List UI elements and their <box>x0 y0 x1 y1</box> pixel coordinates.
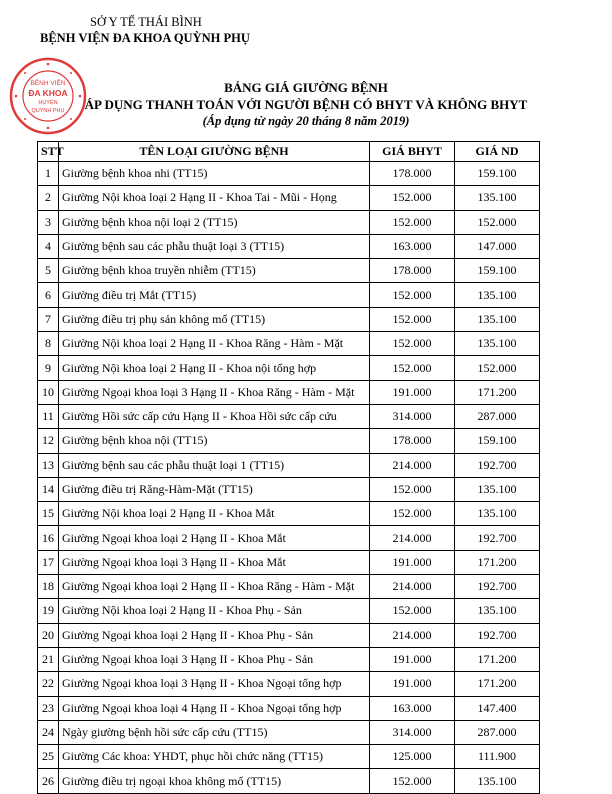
table-row <box>38 307 540 331</box>
row-price-nd: 147.400 <box>455 696 540 720</box>
row-price-bhyt: 191.000 <box>370 380 455 404</box>
table-row <box>38 453 540 477</box>
row-price-bhyt: 214.000 <box>370 453 455 477</box>
row-price-nd: 135.100 <box>455 307 540 331</box>
row-stt: 2 <box>38 186 59 210</box>
row-stt: 12 <box>38 429 59 453</box>
table-row <box>38 623 540 647</box>
row-price-nd: 135.100 <box>455 477 540 501</box>
row-bed-type: Giường điều trị Mắt (TT15) <box>59 283 370 307</box>
row-price-nd: 159.100 <box>455 259 540 283</box>
row-bed-type: Giường bệnh khoa truyền nhiễm (TT15) <box>59 259 370 283</box>
table-row <box>38 720 540 744</box>
row-bed-type: Giường Nội khoa loại 2 Hạng II - Khoa Răng - Hàm - Mặt <box>59 332 370 356</box>
row-price-bhyt: 152.000 <box>370 599 455 623</box>
table-row <box>38 575 540 599</box>
row-bed-type: Giường Ngoại khoa loại 3 Hạng II - Khoa Mắt <box>59 550 370 574</box>
row-price-nd: 152.000 <box>455 356 540 380</box>
row-price-bhyt: 178.000 <box>370 429 455 453</box>
table-row <box>38 210 540 234</box>
row-price-nd: 159.100 <box>455 162 540 186</box>
col-price-bhyt: GIÁ BHYT <box>370 142 455 162</box>
row-price-bhyt: 191.000 <box>370 550 455 574</box>
col-stt: STT <box>38 142 59 162</box>
row-price-bhyt: 125.000 <box>370 745 455 769</box>
row-price-bhyt: 214.000 <box>370 623 455 647</box>
row-stt: 10 <box>38 380 59 404</box>
row-price-bhyt: 152.000 <box>370 769 455 793</box>
seal-line-3: HUYỆN <box>38 100 58 106</box>
row-price-bhyt: 152.000 <box>370 332 455 356</box>
row-stt: 3 <box>38 210 59 234</box>
row-bed-type: Giường Ngoại khoa loại 2 Hạng II - Khoa Răng - Hàm - Mặt <box>59 575 370 599</box>
title-line-1: BẢNG GIÁ GIƯỜNG BỆNH <box>224 80 388 95</box>
row-bed-type: Giường điều trị ngoại khoa không mổ (TT15) <box>59 769 370 793</box>
row-bed-type: Giường bệnh khoa nội loại 2 (TT15) <box>59 210 370 234</box>
row-bed-type: Giường Nội khoa loại 2 Hạng II - Khoa Mắt <box>59 502 370 526</box>
col-price-nd: GIÁ ND <box>455 142 540 162</box>
row-price-bhyt: 214.000 <box>370 575 455 599</box>
col-bed-type: TÊN LOẠI GIƯỜNG BỆNH <box>59 142 370 162</box>
table-row <box>38 647 540 671</box>
table-row <box>38 259 540 283</box>
row-price-bhyt: 178.000 <box>370 259 455 283</box>
row-stt: 26 <box>38 769 59 793</box>
row-price-nd: 171.200 <box>455 550 540 574</box>
row-bed-type: Giường Ngoại khoa loại 3 Hạng II - Khoa Ngoại tổng hợp <box>59 672 370 696</box>
table-row <box>38 672 540 696</box>
row-price-nd: 147.000 <box>455 234 540 258</box>
table-row <box>38 502 540 526</box>
table-row <box>38 186 540 210</box>
row-bed-type: Giường bệnh khoa nội (TT15) <box>59 429 370 453</box>
row-bed-type: Giường Các khoa: YHDT, phục hồi chức năng (TT15) <box>59 745 370 769</box>
organization-header <box>40 14 250 46</box>
row-bed-type: Giường điều trị Răng-Hàm-Mặt (TT15) <box>59 477 370 501</box>
row-price-bhyt: 163.000 <box>370 696 455 720</box>
row-price-nd: 171.200 <box>455 647 540 671</box>
row-bed-type: Giường Ngoại khoa loại 3 Hạng II - Khoa Răng - Hàm - Mặt <box>59 380 370 404</box>
row-bed-type: Giường Ngoại khoa loại 2 Hạng II - Khoa Mắt <box>59 526 370 550</box>
row-bed-type: Giường Ngoại khoa loại 3 Hạng II - Khoa Phụ - Sản <box>59 647 370 671</box>
row-stt: 5 <box>38 259 59 283</box>
row-price-bhyt: 191.000 <box>370 672 455 696</box>
row-bed-type: Giường Nội khoa loại 2 Hạng II - Khoa Phụ - Sản <box>59 599 370 623</box>
row-price-nd: 171.200 <box>455 380 540 404</box>
row-price-bhyt: 152.000 <box>370 502 455 526</box>
row-price-nd: 111.900 <box>455 745 540 769</box>
row-stt: 1 <box>38 162 59 186</box>
table-row <box>38 599 540 623</box>
row-price-bhyt: 152.000 <box>370 186 455 210</box>
table-row <box>38 550 540 574</box>
document-title-block <box>0 79 612 130</box>
row-stt: 20 <box>38 623 59 647</box>
row-price-nd: 192.700 <box>455 453 540 477</box>
row-stt: 6 <box>38 283 59 307</box>
title-line-2: ÁP DỤNG THANH TOÁN VỚI NGƯỜI BỆNH CÓ BHYT VÀ KHÔNG BHYT <box>84 97 528 112</box>
row-stt: 11 <box>38 404 59 428</box>
row-stt: 22 <box>38 672 59 696</box>
table-row <box>38 745 540 769</box>
row-price-bhyt: 152.000 <box>370 307 455 331</box>
row-stt: 15 <box>38 502 59 526</box>
row-stt: 25 <box>38 745 59 769</box>
row-price-bhyt: 152.000 <box>370 283 455 307</box>
row-bed-type: Giường bệnh sau các phẫu thuật loại 3 (TT15) <box>59 234 370 258</box>
table-row <box>38 234 540 258</box>
row-price-bhyt: 314.000 <box>370 720 455 744</box>
row-price-nd: 287.000 <box>455 720 540 744</box>
row-price-bhyt: 152.000 <box>370 356 455 380</box>
table-row <box>38 380 540 404</box>
row-bed-type: Ngày giường bệnh hồi sức cấp cứu (TT15) <box>59 720 370 744</box>
table-row <box>38 283 540 307</box>
row-price-nd: 135.100 <box>455 283 540 307</box>
row-bed-type: Giường Nội khoa loại 2 Hạng II - Khoa Tai - Mũi - Họng <box>59 186 370 210</box>
row-price-nd: 192.700 <box>455 623 540 647</box>
row-stt: 7 <box>38 307 59 331</box>
table-row <box>38 696 540 720</box>
table-header-row <box>38 142 540 162</box>
table-row <box>38 162 540 186</box>
row-stt: 24 <box>38 720 59 744</box>
table-row <box>38 526 540 550</box>
row-bed-type: Giường bệnh khoa nhi (TT15) <box>59 162 370 186</box>
table-row <box>38 769 540 793</box>
row-price-bhyt: 163.000 <box>370 234 455 258</box>
seal-line-1: BỆNH VIỆN <box>30 80 66 87</box>
row-price-nd: 171.200 <box>455 672 540 696</box>
row-stt: 17 <box>38 550 59 574</box>
row-stt: 4 <box>38 234 59 258</box>
department-name: SỞ Y TẾ THÁI BÌNH <box>90 15 202 29</box>
row-stt: 8 <box>38 332 59 356</box>
row-price-bhyt: 214.000 <box>370 526 455 550</box>
row-bed-type: Giường Ngoại khoa loại 2 Hạng II - Khoa Phụ - Sản <box>59 623 370 647</box>
row-bed-type: Giường Ngoại khoa loại 4 Hạng II - Khoa Ngoại tổng hợp <box>59 696 370 720</box>
seal-line-2: ĐA KHOA <box>28 88 68 98</box>
seal-line-4: QUỲNH PHỤ <box>31 108 65 114</box>
bed-price-table <box>37 141 540 794</box>
row-price-nd: 287.000 <box>455 404 540 428</box>
row-stt: 9 <box>38 356 59 380</box>
row-stt: 14 <box>38 477 59 501</box>
row-price-bhyt: 314.000 <box>370 404 455 428</box>
row-price-bhyt: 178.000 <box>370 162 455 186</box>
table-row <box>38 356 540 380</box>
table-row <box>38 477 540 501</box>
hospital-name: BỆNH VIỆN ĐA KHOA QUỲNH PHỤ <box>40 31 250 45</box>
row-bed-type: Giường Hồi sức cấp cứu Hạng II - Khoa Hồi sức cấp cứu <box>59 404 370 428</box>
row-price-nd: 192.700 <box>455 526 540 550</box>
row-bed-type: Giường bệnh sau các phẫu thuật loại 1 (TT15) <box>59 453 370 477</box>
row-price-nd: 159.100 <box>455 429 540 453</box>
row-price-nd: 135.100 <box>455 599 540 623</box>
row-bed-type: Giường Nội khoa loại 2 Hạng II - Khoa nội tổng hợp <box>59 356 370 380</box>
row-price-nd: 135.100 <box>455 332 540 356</box>
table-row <box>38 332 540 356</box>
row-bed-type: Giường điều trị phụ sản không mổ (TT15) <box>59 307 370 331</box>
table-row <box>38 429 540 453</box>
row-price-bhyt: 191.000 <box>370 647 455 671</box>
row-stt: 18 <box>38 575 59 599</box>
row-stt: 23 <box>38 696 59 720</box>
row-price-nd: 135.100 <box>455 502 540 526</box>
row-price-bhyt: 152.000 <box>370 477 455 501</box>
row-stt: 16 <box>38 526 59 550</box>
row-price-bhyt: 152.000 <box>370 210 455 234</box>
row-price-nd: 152.000 <box>455 210 540 234</box>
row-stt: 21 <box>38 647 59 671</box>
row-price-nd: 192.700 <box>455 575 540 599</box>
row-price-nd: 135.100 <box>455 769 540 793</box>
title-effective-date: (Áp dụng từ ngày 20 tháng 8 năm 2019) <box>202 114 410 128</box>
table-row <box>38 404 540 428</box>
row-stt: 13 <box>38 453 59 477</box>
row-stt: 19 <box>38 599 59 623</box>
row-price-nd: 135.100 <box>455 186 540 210</box>
